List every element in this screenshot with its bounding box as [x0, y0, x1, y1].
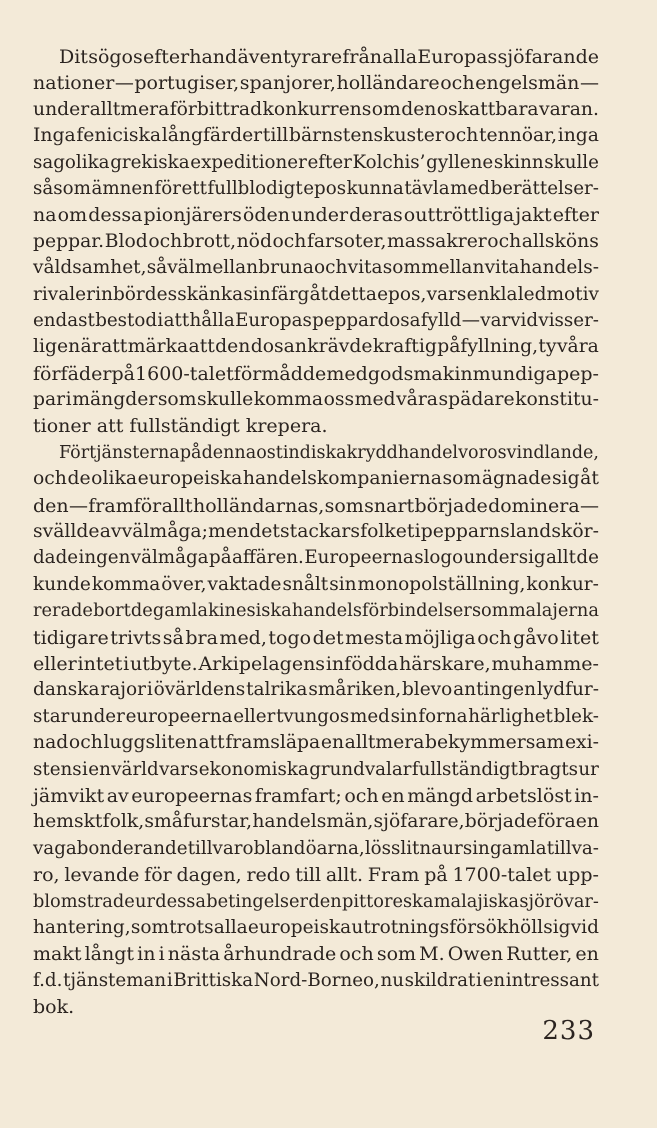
text-line: ro, levande för dagen, redo till allt. Fram på 1700-talet upp-	[33, 864, 599, 887]
page-number: 233	[542, 1016, 595, 1046]
text-line: sagolika grekiska expeditioner efter Kolchis’ gyllene skinn skulle	[33, 151, 599, 173]
text-line: star under europeerna eller tvungos med sin forna härlighet blek-	[33, 705, 599, 727]
text-line: tioner att fullständigt krepera.	[33, 415, 328, 438]
text-line: makt långt in i nästa århundrade och som M. Owen Rutter, en	[33, 943, 599, 966]
text-line: Inga feniciska långfärder till bärnstenskuster och tennöar, inga	[33, 125, 599, 147]
text-line: våldsamhet, såväl mellan bruna och vita som mellan vita handels-	[33, 257, 599, 279]
text-line: Förtjänsterna på denna ostindiska kryddhandel voro svindlande,	[59, 442, 599, 463]
text-line: danska rajor i övärldens talrika småriken, blevo antingen lydfur-	[33, 679, 599, 701]
text-line: rivaler inbördes skänka sin färg åt detta epos, vars enkla ledmotiv	[33, 283, 599, 305]
text-line: förfäder på 1600-talet förmådde med god smak inmundiga pep-	[33, 362, 599, 385]
text-line: jämvikt av europeernas framfart; och en mängd arbetslöst in-	[33, 784, 599, 807]
text-line: par i mängder som skulle komma oss med våra spädare konstitu-	[33, 389, 599, 411]
text-line: nationer — portugiser, spanjorer, holländare och engelsmän —	[33, 72, 599, 95]
text-line: f.d. tjänsteman i Brittiska Nord-Borneo, nu skildrat i en intressant	[33, 969, 599, 991]
text-line: och de olika europeiska handelskompanierna som ägnade sig åt	[33, 468, 599, 490]
text-line: ligen är att märka att den dosan krävde kraftig påfyllning, ty våra	[33, 336, 599, 358]
text-line: na om dessa pionjärers öden under deras outtröttliga jakt efter	[33, 204, 599, 227]
text-line: såsom ämnen för ett fullblodigt epos kunna tävla med berättelser-	[33, 177, 599, 199]
text-line: endast bestod i att hålla Europas peppardosa fylld — varvid visser-	[33, 309, 599, 331]
text-line: hemskt folk, småfurstar, handelsmän, sjöfarare, började föra en	[33, 811, 599, 833]
text-line: blomstrade ur dessa betingelser den pittoreska malajiska sjörövar-	[33, 891, 599, 912]
text-line: hantering, som trots alla europeiska utrotningsförsök höll sig vid	[33, 916, 599, 938]
text-line: stens i en värld vars ekonomiska grundvalar fullständigt bragts ur	[33, 758, 599, 780]
text-line: nad och luggsliten att framsläpa en alltmera bekymmersam exi-	[33, 732, 599, 754]
text-line: rerade bort de gamla kinesiska handelsförbindelser som malajerna	[33, 601, 599, 622]
text-line: peppar. Blod och brott, nöd och farsoter, massakrer och allsköns	[33, 230, 599, 252]
text-line: bok.	[33, 996, 75, 1019]
text-line: den — framför allt holländarnas, som snart började dominera —	[33, 494, 599, 517]
text-line: kunde komma över, vaktade snålt sin monopolställning, konkur-	[33, 573, 599, 595]
text-line: vagabonderande tillvaro bland öarna, lösslitna ur sin gamla tillva-	[33, 837, 599, 859]
text-line: svällde av välmåga; men det stackars folket i pepparns land skör-	[33, 521, 599, 543]
text-line: dade ingen välmåga på affären. Europeerna slogo under sig allt de	[33, 547, 599, 569]
body-text	[33, 44, 599, 1020]
text-line: under alltmera förbittrad konkurrens om den oskattbara varan.	[33, 98, 599, 120]
text-line: Dit sögos efterhand äventyrare från alla Europas sjöfarande	[59, 46, 599, 68]
text-line: tidigare trivts så bra med, togo det mesta möjliga och gåvo litet	[33, 626, 599, 649]
text-line: eller intet i utbyte. Arkipelagens infödda härskare, muhamme-	[33, 652, 599, 675]
